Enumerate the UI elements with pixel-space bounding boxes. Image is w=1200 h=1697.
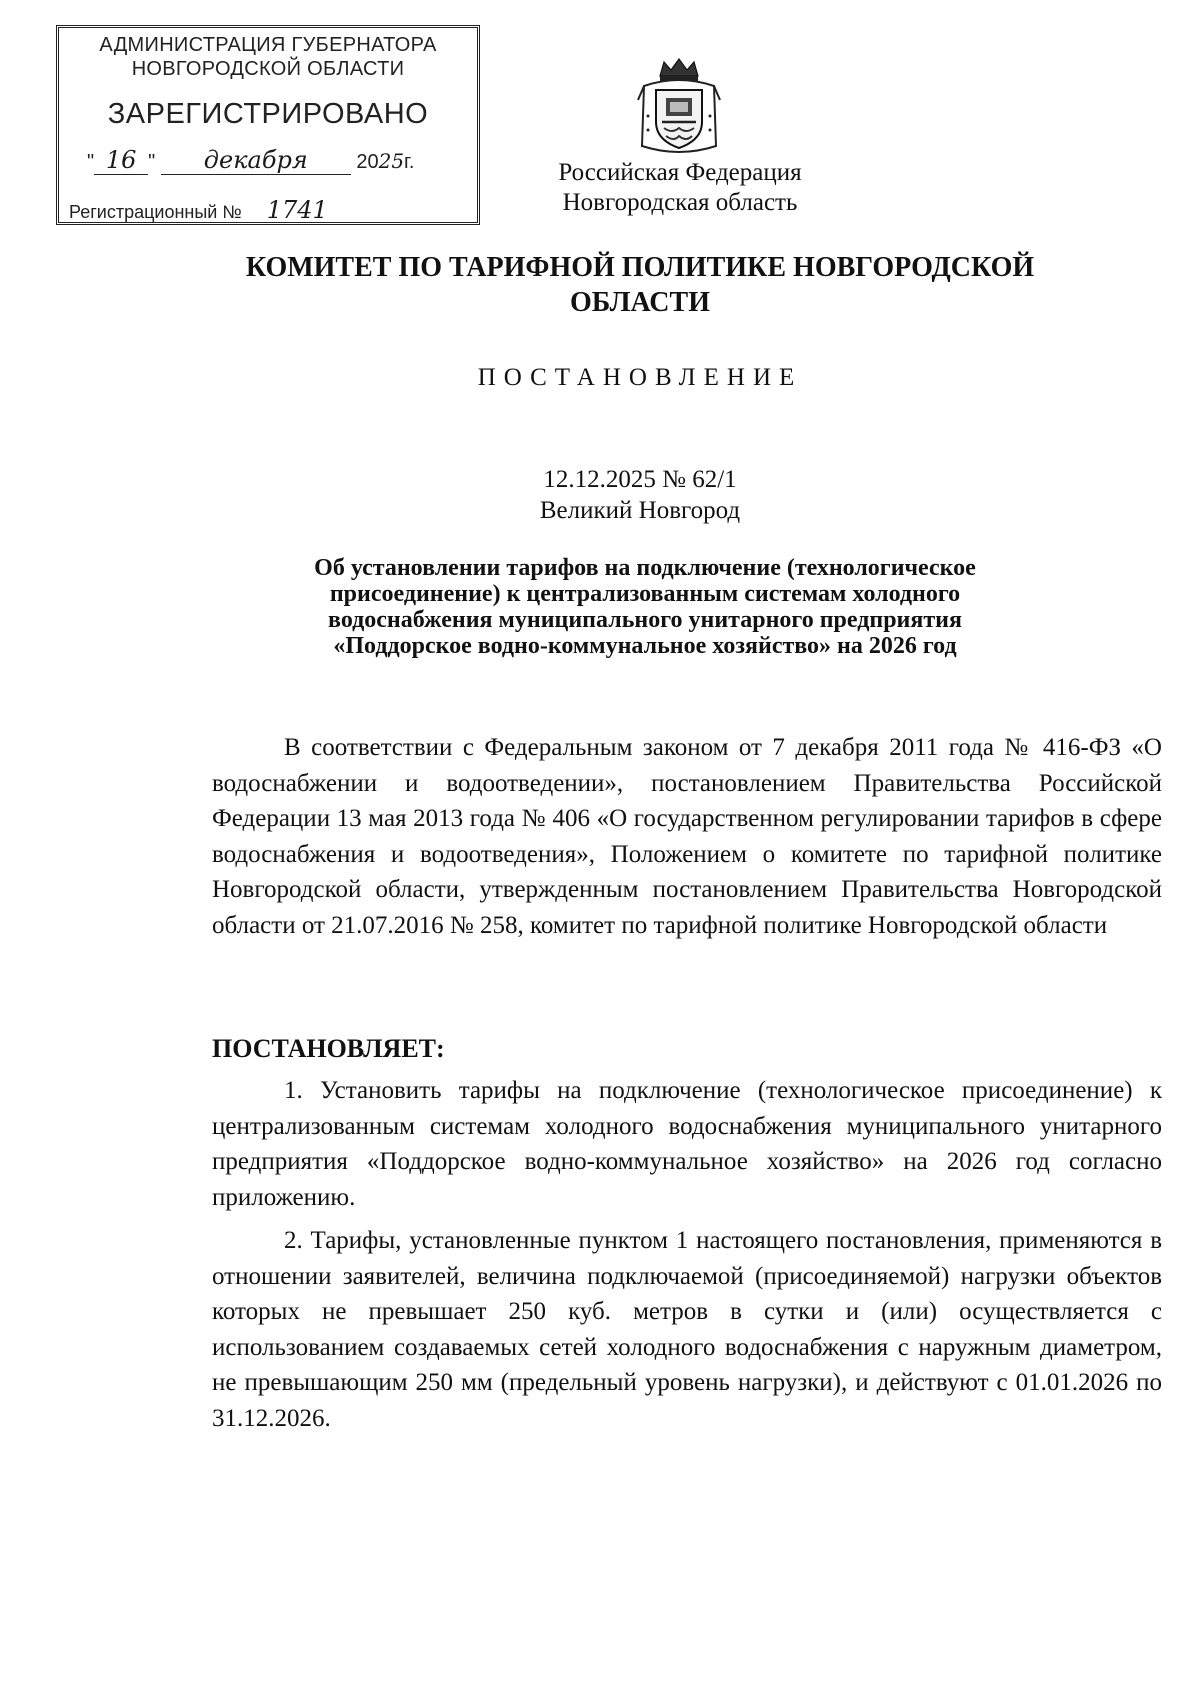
document-date-number: 12.12.2025 № 62/1 [543,466,737,493]
stamp-admin-line2: НОВГОРОДСКОЙ ОБЛАСТИ [131,58,405,80]
committee-title: КОМИТЕТ ПО ТАРИФНОЙ ПОЛИТИКЕ НОВГОРОДСКОЙ ОБЛАСТИ [245,252,1035,318]
preamble-paragraph: В соответствии с Федеральным законом от 7 декабря 2011 года № 416-ФЗ «О водоснабжении и водоотведении», постановлением Правительства Российской Федерации 13 мая 2013 года № 406 «О государственном регулировании тарифов в сфере водоснабжения и водоотведения», Положением о комитете по тарифной политике Новгородской области, утвержденным постановлением Правительства Новгородской области от 21.07.2016 № 258, комитет по тарифной политике Новгородской области [212,734,1162,939]
document-city: Великий Новгород [539,497,741,524]
stamp-date-row: " 16 " декабря 2025г. [87,146,415,174]
coat-of-arms-icon [636,56,722,160]
stamp-year-unit: г. [404,151,415,173]
decree-item-2: 2. Тарифы, установленные пунктом 1 настоящего постановления, применяются в отношении заявителей, величина подключаемой (присоединяемой) нагрузки объектов которых не превышает 250 куб. метров в сутки и (или) осуществляется с использованием создаваемых сетей холодного водоснабжения с наружным диаметром, не превышающим 250 мм (предельный уровень нагрузки), и действуют с 01.01.2026 по 31.12.2026. [212,1227,1162,1432]
document-type: ПОСТАНОВЛЕНИЕ [477,364,803,391]
stamp-reg-number: 1741 [247,196,433,225]
stamp-status: ЗАРЕГИСТРИРОВАНО [107,98,429,130]
decree-item-1: 1. Установить тарифы на подключение (технологическое присоединение) к централизованным системам холодного водоснабжения муниципального унитарного предприятия «Поддорское водно-коммунальное хозяйство» на 2026 год согласно приложению. [212,1077,1162,1211]
document-subject: Об установлении тарифов на подключение (технологическое присоединение) к централизованным системам холодного водоснабжения муниципального унитарного предприятия «Поддорское водно-коммунальное хозяйство» на 2026 год [314,555,976,659]
region-name: Новгородская область [562,189,798,216]
stamp-number-row [69,196,433,225]
stamp-year-suffix: 25 [378,149,405,173]
country-name: Российская Федерация [558,159,802,186]
country-block [470,158,890,218]
stamp-month: декабря [161,146,351,175]
stamp-admin-line1: АДМИНИСТРАЦИЯ ГУБЕРНАТОРА [99,34,437,56]
stamp-reg-label: Регистрационный № [69,202,242,222]
stamp-year-prefix: 20 [356,151,379,173]
decree-heading: ПОСТАНОВЛЯЕТ: [212,1034,445,1063]
stamp-day: 16 [94,146,148,175]
registration-stamp [56,25,480,225]
